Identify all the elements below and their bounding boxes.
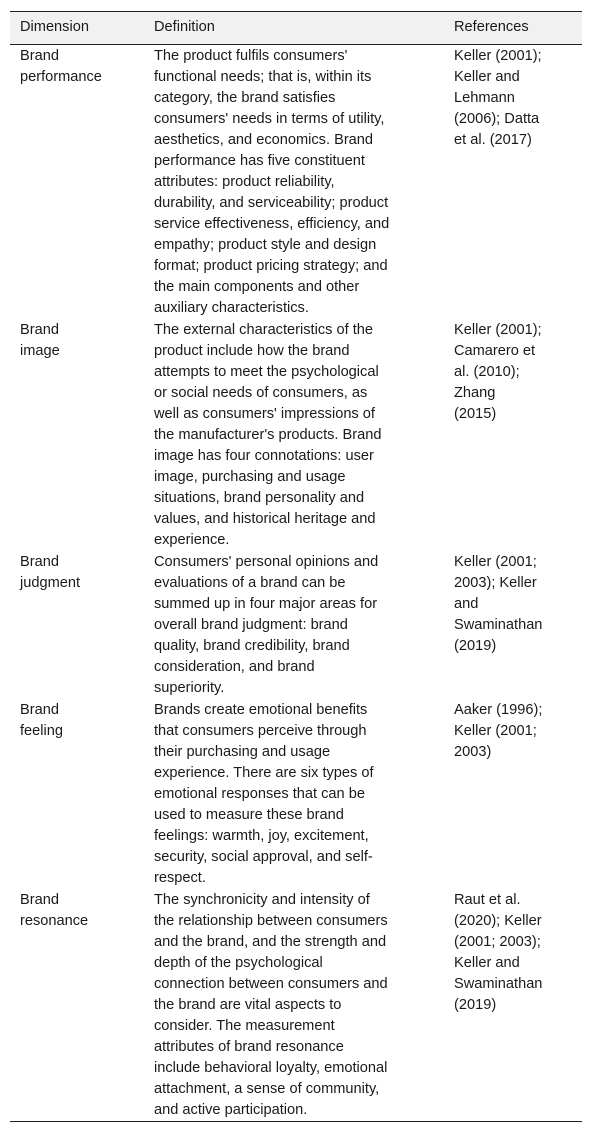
references-cell-line: Camarero et: [454, 343, 536, 359]
dimension-cell-line: resonance: [20, 913, 89, 929]
definition-cell-line: experience.: [154, 532, 230, 548]
dimensions-table: [10, 11, 582, 1122]
references-cell: [444, 699, 582, 889]
definition-cell-line: values, and historical heritage and: [154, 511, 376, 527]
references-cell-line: (2006); Datta: [454, 111, 540, 127]
header-references: References: [454, 19, 529, 35]
definition-cell-line: The synchronicity and intensity of: [154, 892, 370, 908]
references-cell-line: Keller (2001;: [454, 723, 537, 739]
references-cell-line: Keller and: [454, 69, 520, 85]
definition-cell-line: auxiliary characteristics.: [154, 300, 309, 316]
definition-cell-line: consumers' needs in terms of utility,: [154, 111, 385, 127]
definition-cell-line: performance has five constituent: [154, 153, 365, 169]
references-cell-line: 2003); Keller: [454, 575, 537, 591]
definition-cell-line: category, the brand satisfies: [154, 90, 336, 106]
definition-cell-line: durability, and serviceability; product: [154, 195, 389, 211]
definition-cell-line: the brand are vital aspects to: [154, 997, 342, 1013]
definition-cell-line: overall brand judgment: brand: [154, 617, 348, 633]
definition-cell-line: empathy; product style and design: [154, 237, 377, 253]
definition-cell-line: image has four connotations: user: [154, 448, 374, 464]
dimension-cell: [10, 551, 144, 699]
definition-cell-line: format; product pricing strategy; and: [154, 258, 388, 274]
definition-cell-line: attributes of brand resonance: [154, 1039, 344, 1055]
references-cell-line: (2019): [454, 997, 497, 1013]
references-cell-line: Keller (2001);: [454, 48, 542, 64]
header-dimension: Dimension: [20, 19, 89, 35]
dimension-cell-line: Brand: [20, 554, 59, 570]
definition-cell: [144, 699, 444, 889]
references-cell-line: (2015): [454, 406, 497, 422]
definition-cell: [144, 889, 444, 1122]
references-cell-line: Swaminathan: [454, 976, 543, 992]
definition-cell-line: depth of the psychological: [154, 955, 323, 971]
definition-cell-line: quality, brand credibility, brand: [154, 638, 350, 654]
definition-cell-line: include behavioral loyalty, emotional: [154, 1060, 388, 1076]
references-cell-line: Aaker (1996);: [454, 702, 543, 718]
definition-cell-line: and active participation.: [154, 1102, 308, 1118]
definition-cell: [144, 551, 444, 699]
definition-cell-line: consider. The measurement: [154, 1018, 335, 1034]
definition-cell-line: connection between consumers and: [154, 976, 388, 992]
references-cell-line: Lehmann: [454, 90, 515, 106]
definition-cell-line: that consumers perceive through: [154, 723, 367, 739]
references-cell-line: Raut et al.: [454, 892, 521, 908]
definition-cell-line: situations, brand personality and: [154, 490, 365, 506]
definition-cell-line: The external characteristics of the: [154, 322, 374, 338]
definition-cell-line: and the brand, and the strength and: [154, 934, 387, 950]
table-row: [10, 319, 582, 551]
definition-cell-line: The product fulfils consumers': [154, 48, 348, 64]
dimension-cell-line: Brand: [20, 48, 59, 64]
references-cell-line: and: [454, 596, 479, 612]
references-cell: [444, 551, 582, 699]
definition-cell-line: superiority.: [154, 680, 225, 696]
definition-cell-line: Consumers' personal opinions and: [154, 554, 379, 570]
definition-cell-line: feelings: warmth, joy, excitement,: [154, 828, 369, 844]
definition-cell-line: the relationship between consumers: [154, 913, 388, 929]
definition-cell-line: consideration, and brand: [154, 659, 315, 675]
dimension-cell-line: Brand: [20, 702, 59, 718]
references-cell-line: Keller and: [454, 955, 520, 971]
definition-cell: [144, 319, 444, 551]
definition-cell-line: aesthetics, and economics. Brand: [154, 132, 374, 148]
table-body: [10, 45, 582, 1122]
dimension-cell: [10, 699, 144, 889]
references-cell-line: (2020); Keller: [454, 913, 542, 929]
definition-cell-line: evaluations of a brand can be: [154, 575, 346, 591]
references-cell-line: Swaminathan: [454, 617, 543, 633]
definition-cell-line: used to measure these brand: [154, 807, 344, 823]
references-cell-line: (2001; 2003);: [454, 934, 541, 950]
header-definition: Definition: [154, 19, 215, 35]
dimension-cell-line: image: [20, 343, 60, 359]
definition-cell-line: the manufacturer's products. Brand: [154, 427, 382, 443]
definition-cell-line: security, social approval, and self-: [154, 849, 373, 865]
references-cell: [444, 319, 582, 551]
definition-cell-line: well as consumers' impressions of: [154, 406, 375, 422]
definition-cell-line: or social needs of consumers, as: [154, 385, 368, 401]
table-row: [10, 889, 582, 1122]
definition-cell-line: Brands create emotional benefits: [154, 702, 368, 718]
definition-cell-line: service effectiveness, efficiency, and: [154, 216, 390, 232]
dimension-cell-line: Brand: [20, 322, 59, 338]
definition-cell-line: emotional responses that can be: [154, 786, 365, 802]
dimensions-table-wrapper: [10, 11, 582, 1122]
table-row: [10, 551, 582, 699]
definition-cell-line: image, purchasing and usage: [154, 469, 346, 485]
definition-cell-line: attempts to meet the psychological: [154, 364, 379, 380]
table-header-row: [10, 12, 582, 45]
references-cell-line: al. (2010);: [454, 364, 520, 380]
dimension-cell-line: feeling: [20, 723, 64, 739]
definition-cell-line: their purchasing and usage: [154, 744, 331, 760]
references-cell: [444, 889, 582, 1122]
references-cell-line: Keller (2001);: [454, 322, 542, 338]
definition-cell-line: summed up in four major areas for: [154, 596, 378, 612]
dimension-cell-line: judgment: [20, 575, 81, 591]
definition-cell-line: respect.: [154, 870, 206, 886]
dimension-cell-line: performance: [20, 69, 102, 85]
references-cell: [444, 45, 582, 320]
references-cell-line: Keller (2001;: [454, 554, 537, 570]
references-cell-line: et al. (2017): [454, 132, 532, 148]
definition-cell-line: product include how the brand: [154, 343, 350, 359]
references-cell-line: 2003): [454, 744, 492, 760]
dimension-cell-line: Brand: [20, 892, 59, 908]
definition-cell-line: functional needs; that is, within its: [154, 69, 372, 85]
table-row: [10, 45, 582, 320]
definition-cell-line: experience. There are six types of: [154, 765, 374, 781]
references-cell-line: (2019): [454, 638, 497, 654]
definition-cell-line: attributes: product reliability,: [154, 174, 335, 190]
dimension-cell: [10, 45, 144, 320]
table-row: [10, 699, 582, 889]
references-cell-line: Zhang: [454, 385, 496, 401]
definition-cell: [144, 45, 444, 320]
dimension-cell: [10, 889, 144, 1122]
definition-cell-line: the main components and other: [154, 279, 360, 295]
definition-cell-line: attachment, a sense of community,: [154, 1081, 380, 1097]
dimension-cell: [10, 319, 144, 551]
